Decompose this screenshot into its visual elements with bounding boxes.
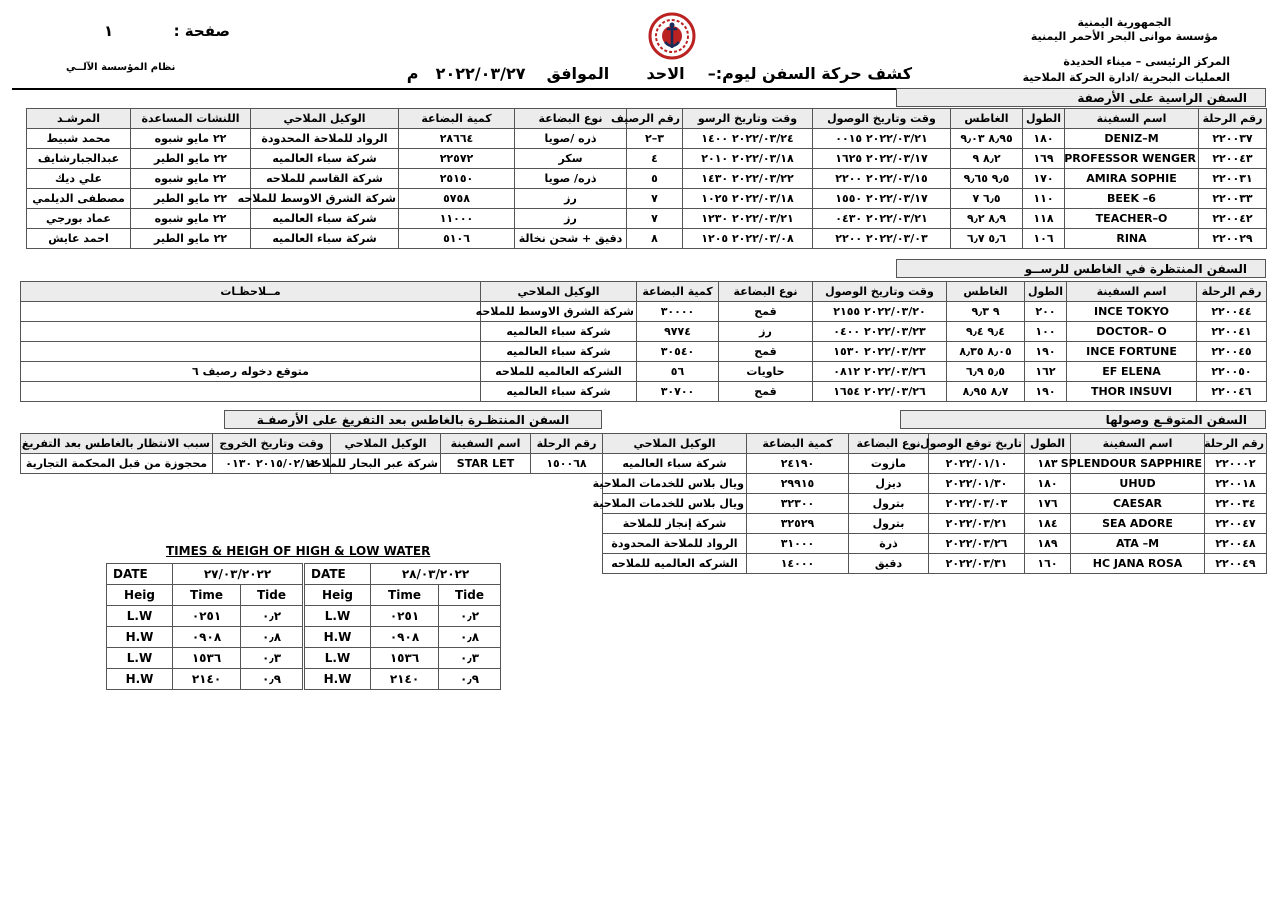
tide-row: [305, 648, 501, 669]
table-cell: ١٨٤: [1025, 514, 1071, 534]
table-row: [27, 189, 1267, 209]
table-cell: قمح: [719, 382, 813, 402]
table-cell: ٣٠٠٠٠: [637, 302, 719, 322]
table-row: [603, 474, 1267, 494]
table-row: [27, 129, 1267, 149]
table-cell: STAR LET: [441, 454, 531, 474]
table-row: [21, 302, 1267, 322]
expected-section-title: السفن المتوقـع وصولها: [900, 410, 1266, 429]
table-cell: الرواد للملاحة المحدودة: [603, 534, 747, 554]
table-cell: ١٩٠: [1025, 382, 1067, 402]
table-cell: ٢٢٠٠٤١: [1197, 322, 1267, 342]
tide-cell: ٠٫٨: [241, 627, 303, 648]
table-cell: احمد عايش: [27, 229, 131, 249]
table-cell: الشركه العالميه للملاحه: [481, 362, 637, 382]
tides-table-right: [304, 563, 501, 690]
table-row: [27, 149, 1267, 169]
table-cell: شركة سباء العالميه: [481, 382, 637, 402]
tide-cell: ٢١٤٠: [371, 669, 439, 690]
table-cell: ٢٠٢٢/٠٣/٢١ ٠٠١٥: [813, 129, 951, 149]
port-logo: [648, 12, 696, 60]
table-cell: ٢٢٠٠٣٤: [1205, 494, 1267, 514]
tide-cell: ٠٫٨: [439, 627, 501, 648]
tide-cell: ٠٩٠٨: [173, 627, 241, 648]
table-cell: HC JANA ROSA: [1071, 554, 1205, 574]
column-header: الطول: [1025, 434, 1071, 454]
table-cell: ١٠٦: [1023, 229, 1065, 249]
table-cell: ١٦٠: [1025, 554, 1071, 574]
table-cell: BEEK –6: [1065, 189, 1199, 209]
table-cell: شركة إنجاز للملاحة: [603, 514, 747, 534]
table-cell: ٢٠٢٢/٠٣/١٨ ١٠٢٥: [683, 189, 813, 209]
column-header: اسم السفينة: [1065, 109, 1199, 129]
table-cell: ١٦٩: [1023, 149, 1065, 169]
column-header: الوكيل الملاحي: [251, 109, 399, 129]
table-cell: ذره/ صويا: [515, 169, 627, 189]
title-corresponding: الموافق: [546, 64, 610, 83]
table-cell: بترول: [849, 494, 929, 514]
tide-col-time: Time: [371, 585, 439, 606]
table-cell: ٢٠٢٢/٠٣/١٧ ١٥٥٠: [813, 189, 951, 209]
column-header: مــلاحظـات: [21, 282, 481, 302]
table-cell: ٢٠٢٢/٠٣/٢٢ ١٤٣٠: [683, 169, 813, 189]
table-cell: ١١٨: [1023, 209, 1065, 229]
table-cell: ٢٠٢٢/٠٣/١٨ ٢٠١٠: [683, 149, 813, 169]
table-cell: ٩٫٥ ٩٫٦٥: [951, 169, 1023, 189]
header-org: [1031, 16, 1218, 44]
column-header: وقت وتاريخ الخروج: [213, 434, 331, 454]
table-cell: ٢٢ مايو شبوه: [131, 209, 251, 229]
title-day: الاحد: [646, 64, 685, 83]
column-header: نوع البضاعة: [719, 282, 813, 302]
column-header: تاريخ توقع الوصول: [929, 434, 1025, 454]
title-suffix: م: [406, 64, 419, 83]
table-cell: ٢٢٠٠٤٤: [1197, 302, 1267, 322]
column-header: الوكيل الملاحي: [603, 434, 747, 454]
page-title: [406, 64, 912, 83]
table-cell: قمح: [719, 342, 813, 362]
expected-ships-table: [592, 433, 1267, 574]
table-cell: ٥٫٦ ٦٫٧: [951, 229, 1023, 249]
table-cell: ٩ ٩٫٣: [947, 302, 1025, 322]
tide-cell: ٠٫٢: [439, 606, 501, 627]
tide-cell: H.W: [305, 627, 371, 648]
waiting-ships-table: [20, 433, 603, 474]
table-cell: ٢٢٠٠٤٧: [1205, 514, 1267, 534]
column-header: الوكيل الملاحي: [481, 282, 637, 302]
tide-date-left: ٢٧/٠٣/٢٠٢٢: [173, 564, 303, 585]
table-cell: ذره /صويا: [515, 129, 627, 149]
table-cell: حاويات: [719, 362, 813, 382]
table-cell: شركة الشرق الاوسط للملاحه: [481, 302, 637, 322]
table-row: [21, 342, 1267, 362]
column-header: رقم الرحلة: [1199, 109, 1267, 129]
tide-row: [305, 606, 501, 627]
table-cell: ٧: [627, 189, 683, 209]
table-cell: ٨٫٢ ٩: [951, 149, 1023, 169]
tide-col-heig: Heig: [305, 585, 371, 606]
table-cell: ٩٫٤ ٩٫٤: [947, 322, 1025, 342]
table-cell: UHUD: [1071, 474, 1205, 494]
table-cell: CAESAR: [1071, 494, 1205, 514]
column-header: نوع البضاعة: [849, 434, 929, 454]
table-cell: ٤: [627, 149, 683, 169]
column-header: وقت وتاريخ الوصول: [813, 109, 951, 129]
table-cell: ويال بلاس للخدمات الملاحية: [603, 494, 747, 514]
operations-name: العمليات البحرية /ادارة الحركة الملاحية: [1022, 71, 1230, 84]
table-cell: ٣٢٣٠٠: [747, 494, 849, 514]
column-header: الغاطس: [951, 109, 1023, 129]
table-cell: محمد شبيط: [27, 129, 131, 149]
table-cell: ٨٫٩٥ ٩٫٠٣: [951, 129, 1023, 149]
table-cell: SPLENDOUR SAPPHIRE: [1071, 454, 1205, 474]
table-cell: ٢٥١٥٠: [399, 169, 515, 189]
tide-cell: ٠٫٩: [439, 669, 501, 690]
berthed-section-title: السفن الراسية على الأرصفة: [896, 88, 1266, 107]
table-cell: [21, 382, 481, 402]
table-cell: ٢٠٢٢/٠٣/٢١ ٠٤٣٠: [813, 209, 951, 229]
system-name: نظام المؤسسة الآلــي: [66, 62, 176, 73]
table-cell: [21, 302, 481, 322]
table-cell: ٢٠٢٢/٠١/١٠: [929, 454, 1025, 474]
column-header: اسم السفينة: [1067, 282, 1197, 302]
center-name: المركز الرئيسى – ميناء الحديدة: [1063, 55, 1230, 68]
table-cell: شركة سباء العالميه: [251, 149, 399, 169]
tide-cell: ٠٩٠٨: [371, 627, 439, 648]
table-cell: ٢٢ مايو الطير: [131, 229, 251, 249]
table-cell: AMIRA SOPHIE: [1065, 169, 1199, 189]
table-cell: ١٨٠: [1025, 474, 1071, 494]
table-cell: شركة سباء العالميه: [481, 342, 637, 362]
title-main: كشف حركة السفن ليوم:–: [707, 64, 912, 83]
table-cell: ١١٠: [1023, 189, 1065, 209]
table-cell: ٢٠٢٢/٠٣/٢٦ ١٦٥٤: [813, 382, 947, 402]
table-cell: ١٨٣: [1025, 454, 1071, 474]
tide-cell: L.W: [305, 606, 371, 627]
table-cell: ١٧٠: [1023, 169, 1065, 189]
table-cell: ATA –M: [1071, 534, 1205, 554]
table-cell: قمح: [719, 302, 813, 322]
table-cell: [21, 342, 481, 362]
table-cell: ٢٠١٥/٠٢/١٢ ٠١٣٠: [213, 454, 331, 474]
table-cell: ٢٠٢٢/٠٣/٢٦: [929, 534, 1025, 554]
table-cell: متوقع دخوله رصيف ٦: [21, 362, 481, 382]
tide-cell: ٠٢٥١: [173, 606, 241, 627]
column-header: رقم الرحلة: [1205, 434, 1267, 454]
column-header: اسم السفينة: [1071, 434, 1205, 454]
tide-cell: H.W: [305, 669, 371, 690]
table-cell: ٢٠٢٢/٠٣/٠٣ ٢٢٠٠: [813, 229, 951, 249]
table-row: [21, 382, 1267, 402]
table-cell: ٢٠٢٢/٠٣/٠٨ ١٢٠٥: [683, 229, 813, 249]
table-row: [27, 209, 1267, 229]
table-cell: سكر: [515, 149, 627, 169]
tide-row: [305, 669, 501, 690]
column-header: كمية البضاعة: [747, 434, 849, 454]
table-cell: علي ديك: [27, 169, 131, 189]
table-cell: ٢٢٥٧٢: [399, 149, 515, 169]
table-row: [21, 322, 1267, 342]
tide-row: [107, 669, 303, 690]
table-cell: PROFESSOR WENGER: [1065, 149, 1199, 169]
tide-cell: ٢١٤٠: [173, 669, 241, 690]
table-cell: ٩٧٧٤: [637, 322, 719, 342]
tide-cell: L.W: [305, 648, 371, 669]
table-cell: ٨٫٩ ٩٫٢: [951, 209, 1023, 229]
table-cell: ويال بلاس للخدمات الملاحية: [603, 474, 747, 494]
tide-cell: ٠٢٥١: [371, 606, 439, 627]
table-cell: ٢٢٠٠٤٢: [1199, 209, 1267, 229]
tide-row: [107, 606, 303, 627]
table-cell: ٢٢٠٠٤٥: [1197, 342, 1267, 362]
table-cell: ١٠٠: [1025, 322, 1067, 342]
table-cell: INCE TOKYO: [1067, 302, 1197, 322]
table-cell: ٢٠٢٢/٠٣/٠٣: [929, 494, 1025, 514]
table-cell: ٢٠٢٢/٠٣/٢٦ ٠٨١٢: [813, 362, 947, 382]
column-header: الطول: [1023, 109, 1065, 129]
table-cell: ٦٫٥ ٧: [951, 189, 1023, 209]
table-cell: شركة عبر البحار للملاحة: [331, 454, 441, 474]
table-cell: ٢٠٢٢/٠٣/٢٣ ٠٤٠٠: [813, 322, 947, 342]
column-header: اللنشات المساعدة: [131, 109, 251, 129]
corporation-name: مؤسسة موانى البحر الأحمر اليمنية: [1030, 30, 1218, 43]
tide-cell: ٠٫٢: [241, 606, 303, 627]
column-header: الطول: [1025, 282, 1067, 302]
table-cell: ١٦٢: [1025, 362, 1067, 382]
table-cell: ١٧٦: [1025, 494, 1071, 514]
table-cell: SEA ADORE: [1071, 514, 1205, 534]
table-cell: ٢٠٠: [1025, 302, 1067, 322]
table-cell: شركة سباء العالميه: [481, 322, 637, 342]
table-cell: ٢٢٠٠٠٢: [1205, 454, 1267, 474]
table-cell: رز: [719, 322, 813, 342]
tide-cell: L.W: [107, 606, 173, 627]
table-cell: ٣–٢: [627, 129, 683, 149]
table-cell: ٨٫٠٥ ٨٫٣٥: [947, 342, 1025, 362]
column-header: اسم السفينة: [441, 434, 531, 454]
table-cell: [21, 322, 481, 342]
column-header: سبب الانتظار بالغاطس بعد التفريغ: [21, 434, 213, 454]
table-cell: ٢٢٠٠٤٩: [1205, 554, 1267, 574]
table-cell: ٢٢٠٠٥٠: [1197, 362, 1267, 382]
page-indicator: [30, 22, 230, 40]
table-cell: ٢٠٢٢/٠٣/٢٣ ١٥٣٠: [813, 342, 947, 362]
tide-cell: ١٥٣٦: [371, 648, 439, 669]
table-cell: ٥٧٥٨: [399, 189, 515, 209]
table-cell: ٢٢٠٠٣٣: [1199, 189, 1267, 209]
table-cell: ٢٨٦٦٤: [399, 129, 515, 149]
table-cell: ٢٠٢٢/٠٣/١٥ ٢٢٠٠: [813, 169, 951, 189]
column-header: كمية البضاعة: [399, 109, 515, 129]
table-cell: ٥٦: [637, 362, 719, 382]
page-number: ١: [103, 22, 114, 40]
table-cell: ١٤٠٠٠: [747, 554, 849, 574]
table-cell: ٣٢٥٢٩: [747, 514, 849, 534]
tide-row: [305, 627, 501, 648]
table-cell: ٥: [627, 169, 683, 189]
table-cell: دقيق: [849, 554, 929, 574]
table-cell: RINA: [1065, 229, 1199, 249]
republic-name: الجمهورية اليمنية: [1077, 16, 1172, 29]
tide-cell: ٠٫٣: [439, 648, 501, 669]
table-cell: شركة سباء العالميه: [603, 454, 747, 474]
tide-col-time: Time: [173, 585, 241, 606]
table-cell: ٣٠٥٤٠: [637, 342, 719, 362]
table-cell: THOR INSUVI: [1067, 382, 1197, 402]
column-header: نوع البضاعة: [515, 109, 627, 129]
waiting-section-title: السفن المنتظـرة بالغاطس بعد التفريغ على الأرصفـة: [224, 410, 602, 429]
table-cell: ٢٩٩١٥: [747, 474, 849, 494]
table-cell: الرواد للملاحة المحدودة: [251, 129, 399, 149]
table-row: [27, 169, 1267, 189]
column-header: الوكيل الملاحي: [331, 434, 441, 454]
tide-cell: H.W: [107, 627, 173, 648]
column-header: المرشـد: [27, 109, 131, 129]
table-cell: ٢٢٠٠٣٧: [1199, 129, 1267, 149]
tides-table-left: [106, 563, 303, 690]
table-cell: ٢٠٢٢/٠٣/٢٠ ٢١٥٥: [813, 302, 947, 322]
table-cell: ٢٢٠٠٢٩: [1199, 229, 1267, 249]
table-cell: ٢٢ مايو شبوه: [131, 169, 251, 189]
table-cell: ٣١٠٠٠: [747, 534, 849, 554]
table-cell: ٢٤١٩٠: [747, 454, 849, 474]
table-cell: ٢٢٠٠٤٦: [1197, 382, 1267, 402]
anchorage-section-title: السفن المنتظرة في الغاطس للرســو: [896, 259, 1266, 278]
tide-cell: ١٥٣٦: [173, 648, 241, 669]
tide-cell: ٠٫٩: [241, 669, 303, 690]
table-cell: ١٨٠: [1023, 129, 1065, 149]
table-cell: شركة القاسم للملاحه: [251, 169, 399, 189]
column-header: رقم الرحلة: [1197, 282, 1267, 302]
table-cell: الشركه العالميه للملاحه: [603, 554, 747, 574]
table-cell: ٢٢ مايو الطير: [131, 149, 251, 169]
tide-date-label: DATE: [305, 564, 371, 585]
table-cell: رز: [515, 209, 627, 229]
table-cell: ٢٠٢٢/٠٣/٣١: [929, 554, 1025, 574]
tide-col-tide: Tide: [439, 585, 501, 606]
tide-col-heig: Heig: [107, 585, 173, 606]
table-cell: ٨: [627, 229, 683, 249]
column-header: كمية البضاعة: [637, 282, 719, 302]
column-header: الغاطس: [947, 282, 1025, 302]
table-cell: مصطفى الديلمي: [27, 189, 131, 209]
table-cell: عبدالجبارشايف: [27, 149, 131, 169]
tide-col-tide: Tide: [241, 585, 303, 606]
tide-cell: ٠٫٣: [241, 648, 303, 669]
table-cell: ديزل: [849, 474, 929, 494]
table-cell: EF ELENA: [1067, 362, 1197, 382]
table-row: [21, 454, 603, 474]
table-cell: ٢٠٢٢/٠١/٣٠: [929, 474, 1025, 494]
table-cell: عماد بورجي: [27, 209, 131, 229]
table-cell: ٣٠٧٠٠: [637, 382, 719, 402]
berthed-ships-table: [26, 108, 1267, 249]
table-cell: دقيق + شحن نخالة: [515, 229, 627, 249]
tide-cell: L.W: [107, 648, 173, 669]
table-cell: شركة سباء العالميه: [251, 209, 399, 229]
table-cell: ١٨٩: [1025, 534, 1071, 554]
table-row: [603, 454, 1267, 474]
table-cell: ٢٠٢٢/٠٣/٢١ ١٢٣٠: [683, 209, 813, 229]
table-cell: ٧: [627, 209, 683, 229]
title-date: ٢٠٢٢/٠٣/٢٧: [435, 64, 526, 83]
table-cell: ذرة: [849, 534, 929, 554]
table-cell: ٢٠٢٢/٠٣/١٧ ١٦٢٥: [813, 149, 951, 169]
column-header: رقم الرحلة: [531, 434, 603, 454]
table-cell: رز: [515, 189, 627, 209]
table-cell: شركة الشرق الاوسط للملاحه: [251, 189, 399, 209]
table-row: [21, 362, 1267, 382]
table-cell: ٢٢٠٠٣١: [1199, 169, 1267, 189]
table-cell: ٢٢٠٠٤٣: [1199, 149, 1267, 169]
table-cell: TEACHER–O: [1065, 209, 1199, 229]
column-header: رقم الرصيف: [627, 109, 683, 129]
table-cell: محجوزة من قبل المحكمة التجارية: [21, 454, 213, 474]
header-dept: [1023, 54, 1230, 86]
table-row: [603, 494, 1267, 514]
table-cell: ١٩٠: [1025, 342, 1067, 362]
tide-cell: H.W: [107, 669, 173, 690]
table-cell: شركة سباء العالميه: [251, 229, 399, 249]
tide-date-label: DATE: [107, 564, 173, 585]
page-label: صفحة :: [173, 22, 230, 40]
table-cell: ٥٫٥ ٦٫٩: [947, 362, 1025, 382]
table-cell: ٢٢ مايو شبوه: [131, 129, 251, 149]
table-cell: مازوت: [849, 454, 929, 474]
table-cell: بترول: [849, 514, 929, 534]
tide-row: [107, 627, 303, 648]
table-cell: ٢٢٠٠٤٨: [1205, 534, 1267, 554]
column-header: وقت وتاريخ الرسو: [683, 109, 813, 129]
table-row: [603, 514, 1267, 534]
table-row: [27, 229, 1267, 249]
table-cell: ٢٠٢٢/٠٣/٢١: [929, 514, 1025, 534]
table-cell: ٢٢ مايو الطير: [131, 189, 251, 209]
table-cell: ١١٠٠٠: [399, 209, 515, 229]
table-cell: DOCTOR– O: [1067, 322, 1197, 342]
table-row: [603, 534, 1267, 554]
table-cell: ١٥٠٠٦٨: [531, 454, 603, 474]
table-cell: ٢٢٠٠١٨: [1205, 474, 1267, 494]
anchorage-ships-table: [20, 281, 1267, 402]
tides-title: TIMES & HEIGH OF HIGH & LOW WATER: [166, 544, 431, 558]
table-row: [603, 554, 1267, 574]
tide-row: [107, 648, 303, 669]
table-cell: INCE FORTUNE: [1067, 342, 1197, 362]
column-header: وقت وتاريخ الوصول: [813, 282, 947, 302]
table-cell: ٢٠٢٢/٠٣/٢٤ ١٤٠٠: [683, 129, 813, 149]
table-cell: ٥١٠٦: [399, 229, 515, 249]
table-cell: ٨٫٧ ٨٫٩٥: [947, 382, 1025, 402]
table-cell: DENIZ–M: [1065, 129, 1199, 149]
tide-date-right: ٢٨/٠٣/٢٠٢٢: [371, 564, 501, 585]
